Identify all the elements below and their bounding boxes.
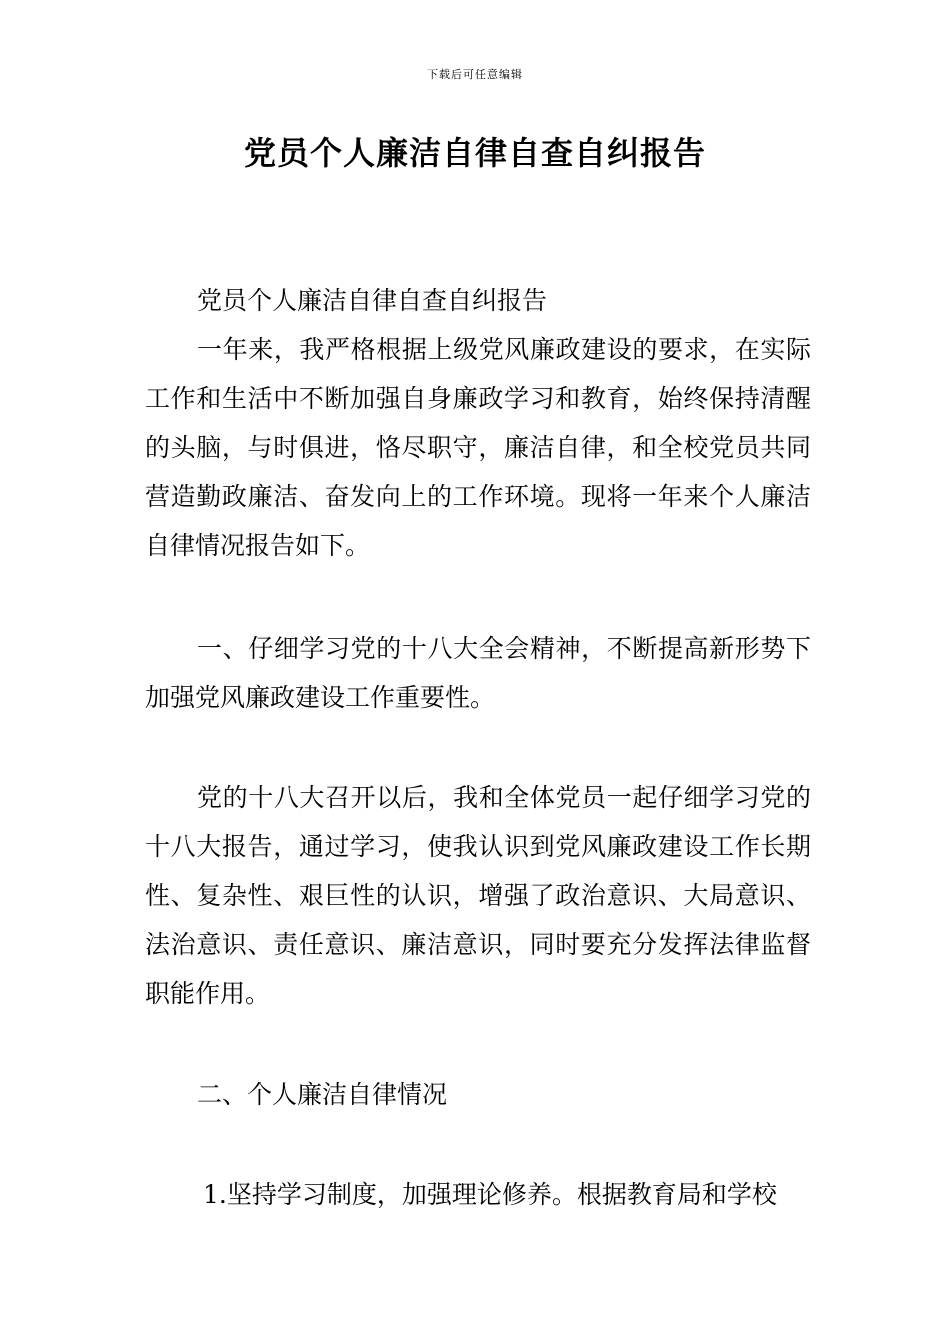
subtitle-paragraph: 党员个人廉洁自律自查自纠报告 xyxy=(197,286,548,315)
section1-body-paragraph: 党的十八大召开以后，我和全体党员一起仔细学习党的十八大报告，通过学习，使我认识到党风廉政建设工作长期性、复杂性、艰巨性的认识，增强了政治意识、大局意识、法治意识、责任意识、廉洁意识，同时要充分发挥法律监督职能作用。 xyxy=(145,783,811,1008)
document-title: 党员个人廉洁自律自查自纠报告 xyxy=(243,134,706,172)
section2-heading: 二、个人廉洁自律情况 xyxy=(197,1080,448,1109)
intro-paragraph: 一年来，我严格根据上级党风廉政建设的要求，在实际工作和生活中不断加强自身廉政学习和教育，始终保持清醒的头脑，与时俱进，恪尽职守，廉洁自律，和全校党员共同营造勤政廉洁、奋发向上的工作环境。现将一年来个人廉洁自律情况报告如下。 xyxy=(145,335,811,560)
section1-heading: 一、仔细学习党的十八大全会精神，不断提高新形势下加强党风廉政建设工作重要性。 xyxy=(145,634,811,712)
item1-paragraph: 1.坚持学习制度，加强理论修养。根据教育局和学校 xyxy=(203,1180,777,1209)
header-note: 下载后可任意编辑 xyxy=(427,68,523,81)
